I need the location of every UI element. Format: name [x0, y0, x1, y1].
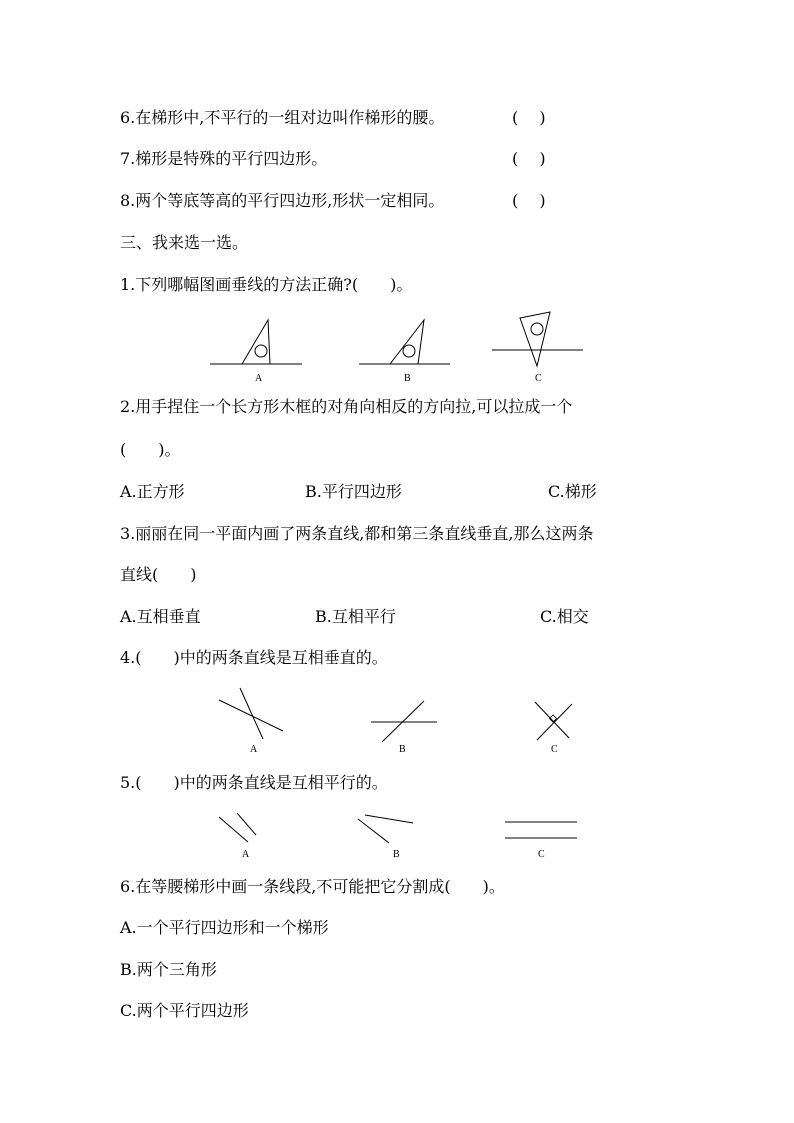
choice-question-2-line1: 2.用手捏住一个长方形木框的对角向相反的方向拉,可以拉成一个	[120, 397, 573, 416]
q4-label-a: A	[250, 744, 258, 755]
section-3-title: 三、我来选一选。	[120, 233, 249, 252]
judge-answer-blank-7[interactable]: ( )	[512, 149, 546, 168]
q3-option-a[interactable]: A.互相垂直	[120, 607, 201, 626]
judge-question-7: 7.梯形是特殊的平行四边形。	[120, 149, 328, 168]
q6-option-a[interactable]: A.一个平行四边形和一个梯形	[120, 918, 329, 937]
choice-question-3-line1: 3.丽丽在同一平面内画了两条直线,都和第三条直线垂直,那么这两条	[120, 524, 594, 543]
judge-answer-blank-6[interactable]: ( )	[512, 108, 546, 127]
q1-figure	[0, 310, 794, 390]
q1-label-b: B	[404, 373, 411, 384]
q1-option-c-triangle[interactable]	[492, 312, 583, 366]
q4-label-c: C	[551, 744, 558, 755]
q5-label-a: A	[242, 849, 250, 860]
q2-option-c[interactable]: C.梯形	[548, 482, 597, 501]
q1-label-a: A	[255, 373, 263, 384]
q6-option-b[interactable]: B.两个三角形	[120, 960, 217, 979]
q5-label-c: C	[538, 849, 545, 860]
q1-option-b-triangle[interactable]	[359, 320, 450, 364]
q4-label-b: B	[399, 744, 406, 755]
choice-question-1: 1.下列哪幅图画垂线的方法正确?( )。	[120, 275, 413, 294]
q5-option-b-lines[interactable]	[358, 815, 413, 843]
q5-label-b: B	[393, 849, 400, 860]
q5-option-c-lines[interactable]	[505, 822, 577, 838]
q4-option-b-lines[interactable]	[371, 701, 437, 742]
q1-option-a-triangle[interactable]	[210, 320, 302, 364]
choice-question-2-line2: ( )。	[120, 440, 181, 459]
q4-option-c-lines[interactable]	[535, 702, 572, 740]
q3-option-c[interactable]: C.相交	[540, 607, 589, 626]
q5-option-a-lines[interactable]	[219, 813, 256, 842]
choice-question-3-line2: 直线( )	[120, 565, 197, 584]
choice-question-4: 4.( )中的两条直线是互相垂直的。	[120, 648, 388, 667]
q3-option-b[interactable]: B.互相平行	[315, 607, 396, 626]
q4-figure	[0, 680, 794, 760]
q6-option-c[interactable]: C.两个平行四边形	[120, 1001, 249, 1020]
choice-question-5: 5.( )中的两条直线是互相平行的。	[120, 773, 388, 792]
judge-question-8: 8.两个等底等高的平行四边形,形状一定相同。	[120, 191, 445, 210]
q2-option-a[interactable]: A.正方形	[120, 482, 185, 501]
q4-option-a-lines[interactable]	[219, 688, 283, 739]
q5-figure	[0, 805, 794, 865]
q2-option-b[interactable]: B.平行四边形	[305, 482, 402, 501]
choice-question-6: 6.在等腰梯形中画一条线段,不可能把它分割成( )。	[120, 877, 505, 896]
judge-question-6: 6.在梯形中,不平行的一组对边叫作梯形的腰。	[120, 108, 445, 127]
judge-answer-blank-8[interactable]: ( )	[512, 191, 546, 210]
q1-label-c: C	[535, 373, 542, 384]
